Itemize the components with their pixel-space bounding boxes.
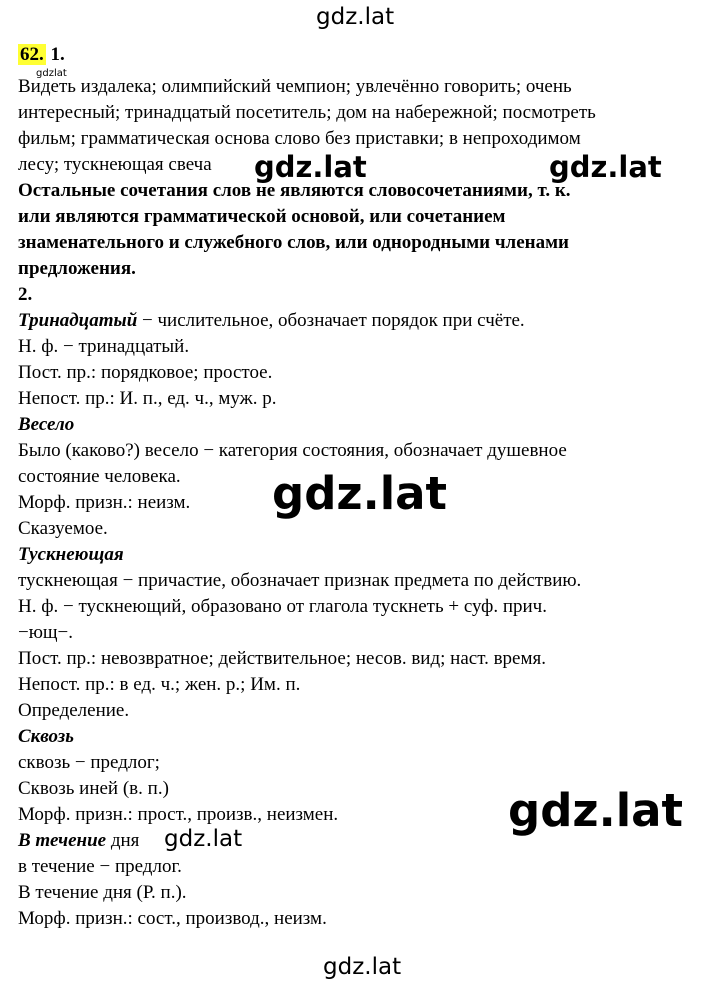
entry-5-line-1: в течение − предлог.: [18, 856, 182, 877]
entry-2-line-4: Сказуемое.: [18, 518, 108, 539]
entry-5-line-3: Морф. призн.: сост., производ., неизм.: [18, 908, 327, 929]
watermark-medium-right: gdz.lat: [549, 150, 662, 184]
part1-bold-1: Остальные сочетания слов не являются словосочетаниями, т. к.: [18, 180, 571, 201]
watermark-small: gdz.lat: [164, 826, 243, 852]
entry-3-line-4: Пост. пр.: невозвратное; действительное; несов. вид; наст. время.: [18, 648, 547, 669]
entry-3-line-3: −ющ−.: [18, 622, 74, 643]
entry-3-term: Тускнеющая: [18, 544, 124, 565]
entry-3-line-2: Н. ф. − тускнеющий, образовано от глагола тускнеть + суф. прич.: [18, 596, 547, 617]
entry-1-heading: [18, 308, 525, 334]
entry-2-term: Весело: [18, 414, 75, 435]
task-number: 62.: [20, 44, 44, 65]
part1-line-1: Видеть издалека; олимпийский чемпион; увлечённо говорить; очень: [18, 76, 572, 97]
entry-4-line-3: Морф. призн.: прост., произв., неизмен.: [18, 804, 339, 825]
part1-bold-3: знаменательного и служебного слов, или однородными членами: [18, 232, 569, 253]
entry-3-line-5: Непост. пр.: в ед. ч.; жен. р.; Им. п.: [18, 674, 301, 695]
watermark-medium-left: gdz.lat: [254, 150, 367, 184]
entry-1-line-2: Н. ф. − тринадцатый.: [18, 336, 190, 357]
entry-1-definition: − числительное, обозначает порядок при счёте.: [137, 310, 525, 331]
entry-4-term: Сквозь: [18, 726, 74, 747]
entry-2-line-2: состояние человека.: [18, 466, 181, 487]
entry-2-line-3: Морф. призн.: неизм.: [18, 492, 191, 513]
entry-4-line-1: сквозь − предлог;: [18, 752, 160, 773]
part1-line-3: фильм; грамматическая основа слово без приставки; в непроходимом: [18, 128, 581, 149]
entry-4-line-2: Сквозь иней (в. п.): [18, 778, 169, 799]
watermark-big-center: gdz.lat: [272, 467, 448, 520]
part1-line-2: интересный; тринадцатый посетитель; дом на набережной; посмотреть: [18, 102, 596, 123]
part1-bold-2: или являются грамматической основой, или сочетанием: [18, 206, 506, 227]
watermark-tiny: gdzlat: [36, 68, 67, 79]
entry-1-line-3: Пост. пр.: порядковое; простое.: [18, 362, 273, 383]
entry-5-term: В течение: [18, 830, 107, 851]
entry-3-line-6: Определение.: [18, 700, 130, 721]
entry-5-term-suffix: дня: [106, 830, 140, 851]
task-header: [18, 42, 65, 68]
part1-line-4: лесу; тускнеющая свеча: [18, 154, 212, 175]
entry-2-line-1: Было (каково?) весело − категория состояния, обозначает душевное: [18, 440, 567, 461]
entry-5-line-2: В течение дня (Р. п.).: [18, 882, 187, 903]
watermark-big-right: gdz.lat: [508, 784, 684, 837]
part1-bold-4: предложения.: [18, 258, 136, 279]
watermark-bottom: gdz.lat: [323, 954, 402, 980]
entry-1-line-4: Непост. пр.: И. п., ед. ч., муж. р.: [18, 388, 277, 409]
watermark-top: gdz.lat: [316, 4, 395, 30]
entry-1-term: Тринадцатый: [18, 310, 138, 331]
part1-label: 1.: [50, 44, 65, 65]
part2-label: 2.: [18, 284, 33, 305]
entry-3-line-1: тускнеющая − причастие, обозначает признак предмета по действию.: [18, 570, 582, 591]
entry-5-heading: [18, 828, 139, 854]
